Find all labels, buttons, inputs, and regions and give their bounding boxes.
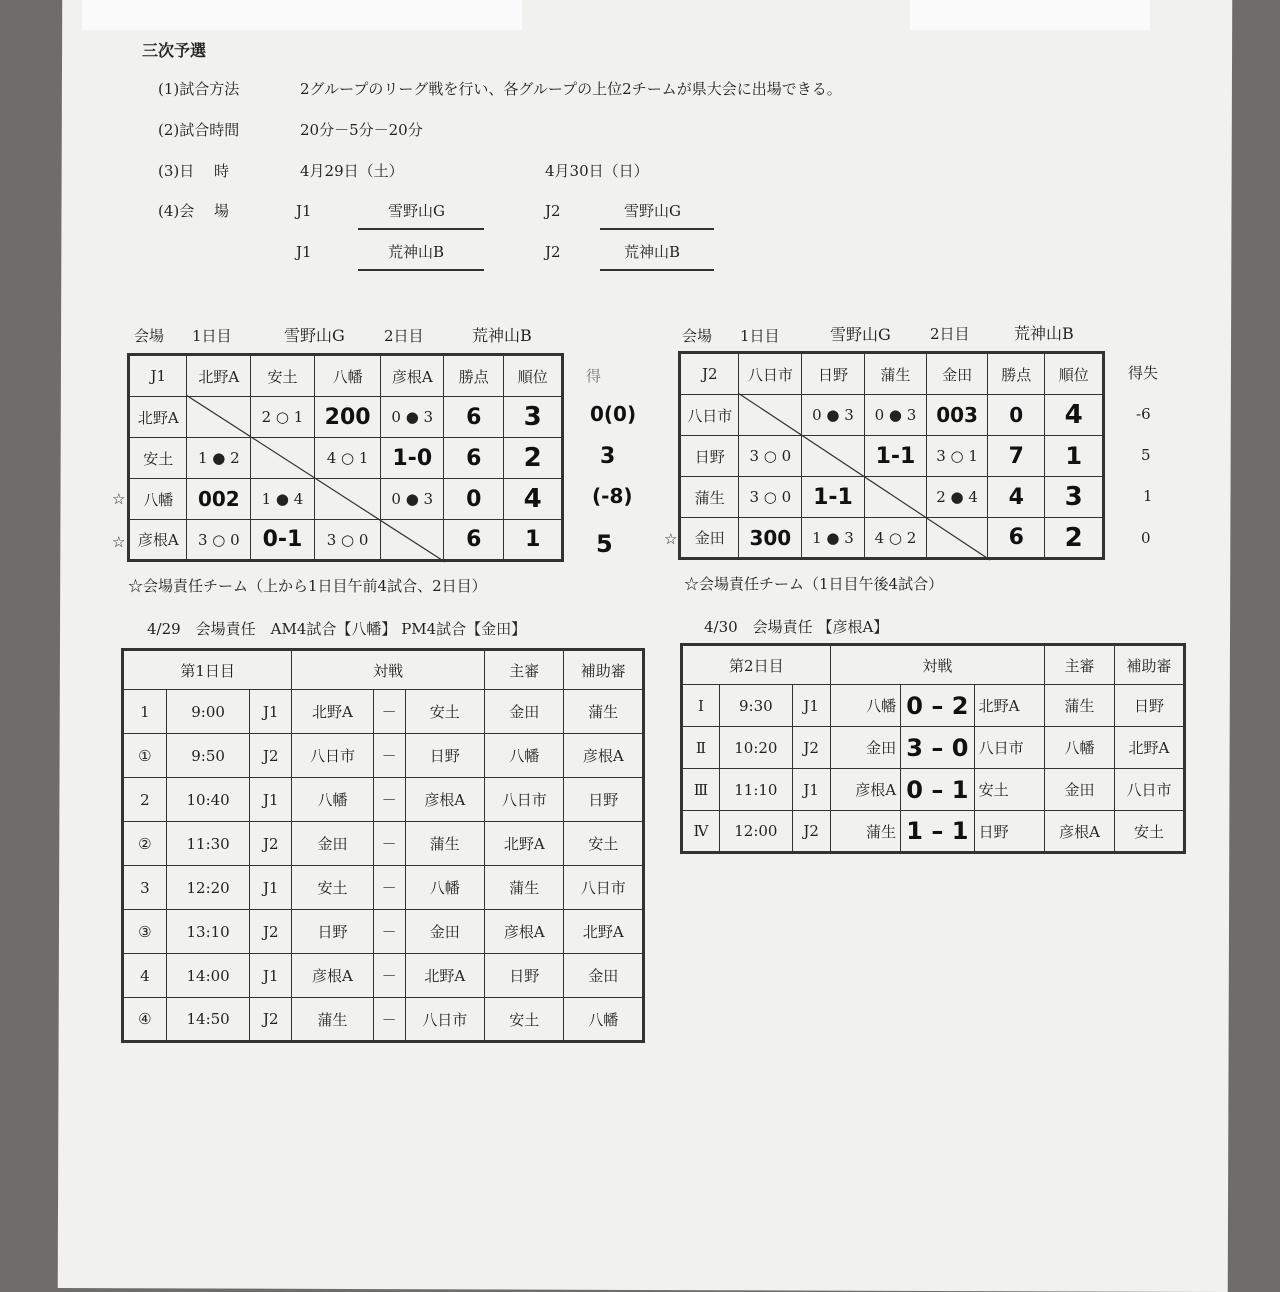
venue-line: 雪野山G	[830, 325, 891, 344]
table-header: 第2日目	[682, 645, 831, 685]
referee: 彦根A	[1045, 811, 1115, 853]
table-row	[123, 778, 644, 822]
tape	[82, 0, 522, 30]
venue-group: J2	[545, 202, 561, 220]
result-cell: 3 ○ 1	[927, 436, 988, 477]
away-team: 金田	[405, 910, 484, 954]
rule-label: (2)試合時間	[158, 121, 240, 139]
assistant-referee: 日野	[564, 778, 644, 822]
referee: 金田	[485, 690, 564, 734]
result-cell: 0 ● 3	[864, 395, 927, 436]
away-team: 八日市	[974, 727, 1044, 769]
underline	[600, 269, 714, 271]
venue-line: 会場	[134, 327, 165, 345]
table-row	[123, 954, 644, 998]
versus-dash: –	[922, 691, 952, 720]
home-team: 金田	[830, 727, 900, 769]
team-name: 安土	[129, 438, 187, 479]
team-name: 金田	[680, 518, 739, 559]
result-cell: 1 ● 3	[802, 518, 865, 559]
handwritten-score: 200	[314, 397, 381, 438]
day1-schedule-table	[121, 648, 645, 1043]
j2-extra-header: 得失	[1128, 364, 1159, 382]
table-header: 主審	[1045, 645, 1115, 685]
home-team: 北野A	[292, 690, 373, 734]
day2-title: 4/30 会場責任 【彦根A】	[704, 618, 889, 636]
table-header: 彦根A	[381, 355, 444, 397]
handwritten-score	[901, 769, 974, 811]
match-number: ④	[123, 998, 167, 1042]
handwritten-points: 4	[987, 477, 1044, 518]
referee: 八幡	[485, 734, 564, 778]
referee: 蒲生	[1045, 685, 1115, 727]
match-number: Ⅳ	[682, 811, 720, 853]
versus-dash: －	[373, 822, 405, 866]
match-time: 11:10	[720, 769, 793, 811]
match-group: J2	[250, 734, 292, 778]
handwritten-points: 0	[444, 479, 504, 520]
match-group: J1	[792, 685, 830, 727]
rule-value: 4月29日（土）	[300, 162, 404, 180]
match-time: 10:20	[720, 727, 793, 769]
venue-line: 2日目	[930, 325, 970, 343]
match-time: 9:50	[166, 734, 250, 778]
match-time: 9:30	[720, 685, 793, 727]
assistant-referee: 彦根A	[564, 734, 644, 778]
star-icon: ☆	[664, 530, 678, 548]
handwritten-goal-diff: 5	[596, 530, 613, 558]
handwritten-rank: 2	[504, 438, 563, 479]
assistant-referee: 八日市	[564, 866, 644, 910]
assistant-referee: 金田	[564, 954, 644, 998]
table-header: 順位	[504, 355, 563, 397]
tape	[910, 0, 1150, 30]
rule-label: (3)日 時	[158, 162, 230, 180]
table-header: 第1日目	[123, 650, 292, 690]
handwritten-points: 6	[444, 397, 504, 438]
goal-diff: 5	[1141, 446, 1151, 464]
match-group: J2	[792, 811, 830, 853]
table-header: 勝点	[444, 355, 504, 397]
table-header: 蒲生	[864, 353, 927, 395]
table-header: 主審	[485, 650, 564, 690]
result-cell: 3 ○ 0	[739, 477, 802, 518]
venue-place: 雪野山G	[624, 202, 681, 220]
result-cell: 0 ● 3	[381, 397, 444, 438]
result-cell: 1 ● 4	[251, 479, 315, 520]
result-cell: 4 ○ 1	[314, 438, 381, 479]
table-row	[123, 734, 644, 778]
match-number: ③	[123, 910, 167, 954]
match-number: Ⅱ	[682, 727, 720, 769]
match-number: 2	[123, 778, 167, 822]
j1-diagonal-line	[186, 395, 445, 565]
goal-diff: -6	[1136, 405, 1151, 423]
team-name: 八日市	[680, 395, 739, 436]
away-score: 1	[951, 817, 969, 845]
assistant-referee: 北野A	[1114, 727, 1184, 769]
assistant-referee: 蒲生	[564, 690, 644, 734]
handwritten-score	[901, 685, 974, 727]
table-header: J2	[680, 353, 739, 395]
away-team: 八日市	[405, 998, 484, 1042]
team-name: 北野A	[129, 397, 187, 438]
rule-value: 2グループのリーグ戦を行い、各グループの上位2チームが県大会に出場できる。	[300, 80, 842, 98]
versus-dash: －	[373, 866, 405, 910]
table-header: 金田	[927, 353, 988, 395]
handwritten-score	[901, 811, 974, 853]
match-group: J2	[792, 727, 830, 769]
table-row	[123, 998, 644, 1042]
referee: 八日市	[485, 778, 564, 822]
star-icon: ☆	[112, 490, 126, 508]
handwritten-score: 1-0	[381, 438, 444, 479]
versus-dash: －	[373, 998, 405, 1042]
home-team: 八日市	[292, 734, 373, 778]
handwritten-points: 6	[987, 518, 1044, 559]
handwritten-goal-diff: (-8)	[592, 484, 633, 508]
versus-dash: －	[373, 690, 405, 734]
table-header: 日野	[802, 353, 865, 395]
handwritten-score	[901, 727, 974, 769]
versus-dash: –	[922, 775, 952, 804]
table-header: 順位	[1045, 353, 1104, 395]
referee: 金田	[1045, 769, 1115, 811]
home-score: 0	[906, 691, 923, 720]
handwritten-rank: 1	[504, 520, 563, 561]
venue-line: 雪野山G	[284, 326, 345, 345]
handwritten-goal-diff: 0(0)	[590, 402, 637, 426]
table-header: 勝点	[987, 353, 1044, 395]
away-score: 1	[951, 775, 969, 804]
venue-place: 雪野山G	[388, 202, 445, 220]
handwritten-points: 7	[987, 436, 1044, 477]
home-team: 八幡	[830, 685, 900, 727]
handwritten-score: 003	[927, 395, 988, 436]
home-team: 蒲生	[292, 998, 373, 1042]
venue-group: J1	[296, 202, 312, 220]
match-time: 12:00	[720, 811, 793, 853]
day2-schedule-table	[680, 643, 1186, 854]
match-group: J1	[792, 769, 830, 811]
referee: 彦根A	[485, 910, 564, 954]
match-group: J2	[250, 910, 292, 954]
goal-diff: 1	[1143, 487, 1153, 505]
venue-place: 荒神山B	[624, 243, 681, 261]
match-group: J1	[250, 866, 292, 910]
table-header: 対戦	[292, 650, 485, 690]
home-team: 蒲生	[830, 811, 900, 853]
home-team: 彦根A	[292, 954, 373, 998]
versus-dash: –	[922, 817, 952, 845]
venue-line: 荒神山B	[472, 326, 532, 345]
j1-note: ☆会場責任チーム（上から1日目午前4試合、2日目）	[128, 577, 487, 595]
away-team: 日野	[974, 811, 1044, 853]
home-team: 八幡	[292, 778, 373, 822]
handwritten-rank: 4	[504, 479, 563, 520]
table-row	[123, 822, 644, 866]
handwritten-score: 002	[187, 479, 251, 520]
venue-line: 1日目	[740, 327, 780, 345]
handwritten-rank: 4	[1045, 395, 1104, 436]
referee: 日野	[485, 954, 564, 998]
table-row	[682, 769, 1185, 811]
table-header: 八日市	[739, 353, 802, 395]
match-group: J2	[250, 998, 292, 1042]
match-time: 9:00	[166, 690, 250, 734]
day1-title: 4/29 会場責任 AM4試合【八幡】 PM4試合【金田】	[147, 620, 527, 638]
handwritten-rank: 2	[1045, 518, 1104, 559]
match-number: ①	[123, 734, 167, 778]
away-team: 蒲生	[405, 822, 484, 866]
match-time: 10:40	[166, 778, 250, 822]
assistant-referee: 八幡	[564, 998, 644, 1042]
goal-diff: 0	[1141, 529, 1151, 547]
document-title: 三次予選	[142, 41, 207, 60]
handwritten-rank: 3	[1045, 477, 1104, 518]
table-row	[123, 910, 644, 954]
match-time: 14:00	[166, 954, 250, 998]
rule-value: 4月30日（日）	[545, 162, 649, 180]
result-cell: 4 ○ 2	[864, 518, 927, 559]
assistant-referee: 北野A	[564, 910, 644, 954]
referee: 北野A	[485, 822, 564, 866]
handwritten-rank: 3	[504, 397, 563, 438]
team-name: 八幡	[129, 479, 187, 520]
match-number: Ⅰ	[682, 685, 720, 727]
home-team: 日野	[292, 910, 373, 954]
table-header: 対戦	[830, 645, 1044, 685]
away-team: 北野A	[974, 685, 1044, 727]
result-cell: 0 ● 3	[381, 479, 444, 520]
away-team: 北野A	[405, 954, 484, 998]
venue-group: J1	[296, 243, 312, 261]
rule-label: (1)試合方法	[158, 80, 240, 98]
j2-note: ☆会場責任チーム（1日目午後4試合）	[684, 575, 944, 593]
assistant-referee: 安土	[1114, 811, 1184, 853]
away-team: 安土	[974, 769, 1044, 811]
j2-diagonal-line	[738, 393, 990, 563]
home-team: 安土	[292, 866, 373, 910]
table-header: 八幡	[314, 355, 381, 397]
underline	[358, 269, 484, 271]
result-cell: 1 ● 2	[187, 438, 251, 479]
team-name: 彦根A	[129, 520, 187, 561]
table-row	[123, 690, 644, 734]
versus-dash: －	[373, 734, 405, 778]
match-number: 4	[123, 954, 167, 998]
handwritten-score: 1-1	[864, 436, 927, 477]
handwritten-points: 0	[987, 395, 1044, 436]
venue-place: 荒神山B	[388, 243, 445, 261]
match-time: 12:20	[166, 866, 250, 910]
team-name: 日野	[680, 436, 739, 477]
table-row	[682, 727, 1185, 769]
versus-dash: –	[922, 733, 952, 762]
referee: 蒲生	[485, 866, 564, 910]
away-team: 安土	[405, 690, 484, 734]
table-header: J1	[129, 355, 187, 397]
assistant-referee: 八日市	[1114, 769, 1184, 811]
referee: 八幡	[1045, 727, 1115, 769]
table-header: 安土	[251, 355, 315, 397]
venue-line: 2日目	[384, 327, 424, 345]
match-number: 3	[123, 866, 167, 910]
j1-extra-header: 得	[586, 367, 602, 385]
away-score: 0	[951, 733, 969, 762]
result-cell: 3 ○ 0	[739, 436, 802, 477]
home-team: 彦根A	[830, 769, 900, 811]
match-group: J2	[250, 822, 292, 866]
away-team: 八幡	[405, 866, 484, 910]
venue-group: J2	[545, 243, 561, 261]
table-row	[682, 811, 1185, 853]
table-header: 北野A	[187, 355, 251, 397]
home-score: 3	[906, 733, 923, 762]
handwritten-goal-diff: 3	[600, 444, 616, 469]
result-cell: 2 ○ 1	[251, 397, 315, 438]
underline	[600, 228, 714, 230]
result-cell: 2 ● 4	[927, 477, 988, 518]
venue-line: 会場	[682, 327, 713, 345]
result-cell: 3 ○ 0	[187, 520, 251, 561]
table-row	[123, 866, 644, 910]
versus-dash: －	[373, 910, 405, 954]
match-time: 13:10	[166, 910, 250, 954]
home-team: 金田	[292, 822, 373, 866]
handwritten-score: 1-1	[802, 477, 865, 518]
match-time: 14:50	[166, 998, 250, 1042]
match-time: 11:30	[166, 822, 250, 866]
handwritten-score: 300	[739, 518, 802, 559]
table-header: 補助審	[1114, 645, 1184, 685]
match-group: J1	[250, 690, 292, 734]
match-group: J1	[250, 954, 292, 998]
result-cell: 3 ○ 0	[314, 520, 381, 561]
match-number: ②	[123, 822, 167, 866]
underline	[358, 228, 484, 230]
away-team: 日野	[405, 734, 484, 778]
handwritten-points: 6	[444, 520, 504, 561]
table-header: 補助審	[564, 650, 644, 690]
handwritten-score: 0-1	[251, 520, 315, 561]
assistant-referee: 安土	[564, 822, 644, 866]
away-team: 彦根A	[405, 778, 484, 822]
match-number: 1	[123, 690, 167, 734]
venue-line: 1日目	[192, 327, 232, 345]
versus-dash: －	[373, 954, 405, 998]
match-number: Ⅲ	[682, 769, 720, 811]
referee: 安土	[485, 998, 564, 1042]
rule-value: 20分－5分－20分	[300, 121, 423, 139]
star-icon: ☆	[112, 533, 126, 551]
table-row	[682, 685, 1185, 727]
team-name: 蒲生	[680, 477, 739, 518]
handwritten-rank: 1	[1045, 436, 1104, 477]
home-score: 0	[906, 775, 923, 804]
handwritten-points: 6	[444, 438, 504, 479]
venue-line: 荒神山B	[1014, 324, 1074, 343]
result-cell: 0 ● 3	[802, 395, 865, 436]
away-score: 2	[951, 691, 969, 720]
home-score: 1	[906, 817, 923, 845]
rule-label: (4)会 場	[158, 202, 230, 220]
versus-dash: －	[373, 778, 405, 822]
match-group: J1	[250, 778, 292, 822]
assistant-referee: 日野	[1114, 685, 1184, 727]
